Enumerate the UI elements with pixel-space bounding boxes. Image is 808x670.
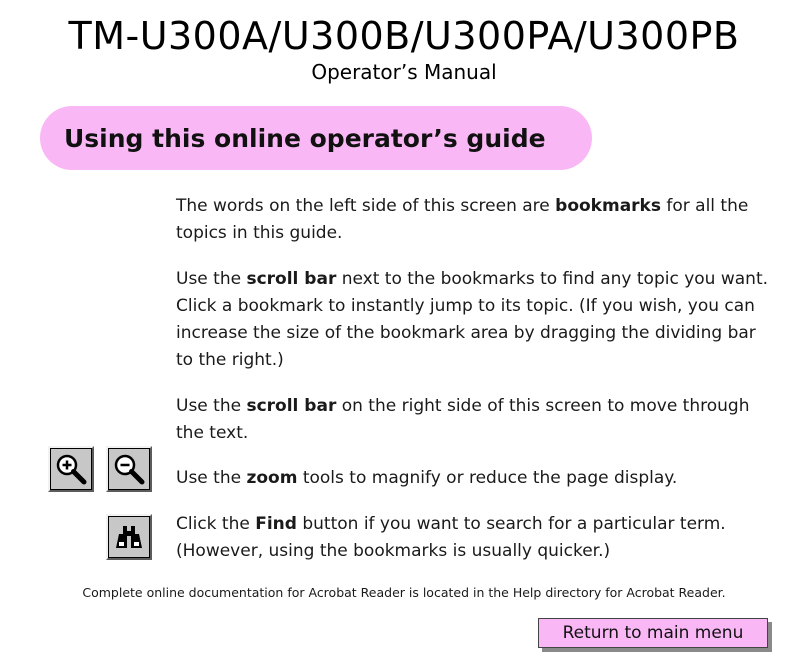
paragraph-text: Use the <box>176 396 247 416</box>
paragraph-page-scroll <box>176 393 776 447</box>
paragraph-text: on the right side of this screen to move through the text. <box>176 396 750 443</box>
paragraph-emphasis: bookmarks <box>555 196 661 216</box>
paragraph-bookmarks <box>176 193 776 247</box>
acrobat-help-note: Complete online documentation for Acrobat Reader is located in the Help directory for Acrobat Reader. <box>82 585 726 600</box>
paragraph-text: button if you want to search for a particular term. (However, using the bookmarks is usually quicker.) <box>176 514 726 561</box>
section-heading: Using this online operator’s guide <box>64 123 546 153</box>
section-banner <box>40 106 592 170</box>
zoom-out-button[interactable] <box>106 446 152 492</box>
binoculars-icon <box>112 520 146 554</box>
document-subtitle: Operator’s Manual <box>311 60 497 84</box>
paragraph-find <box>176 511 776 565</box>
paragraph-emphasis: scroll bar <box>246 269 337 289</box>
paragraph-text: for all the topics in this guide. <box>176 196 749 243</box>
paragraph-text: Click the <box>176 514 256 534</box>
return-button-label: Return to main menu <box>562 623 744 643</box>
zoom-in-button[interactable] <box>48 446 94 492</box>
paragraph-emphasis: zoom <box>246 468 298 488</box>
paragraph-emphasis: Find <box>255 514 297 534</box>
find-button[interactable] <box>106 514 152 560</box>
document-title: TM-U300A/U300B/U300PA/U300PB <box>68 14 740 58</box>
paragraph-zoom <box>176 465 776 492</box>
zoom-in-icon <box>54 452 88 486</box>
paragraph-text: tools to magnify or reduce the page display. <box>297 468 678 488</box>
paragraph-bookmark-scroll <box>176 266 776 374</box>
return-to-main-menu-button[interactable] <box>538 618 768 648</box>
paragraph-text: Use the <box>176 269 247 289</box>
paragraph-text: The words on the left side of this screen are <box>176 196 556 216</box>
zoom-out-icon <box>112 452 146 486</box>
paragraph-text: Use the <box>176 468 247 488</box>
paragraph-text: next to the bookmarks to find any topic you want. Click a bookmark to instantly jump to its topic. (If you wish, you can increase the size of the bookmark area by dragging the dividing bar to the right.) <box>176 269 769 370</box>
paragraph-emphasis: scroll bar <box>246 396 337 416</box>
